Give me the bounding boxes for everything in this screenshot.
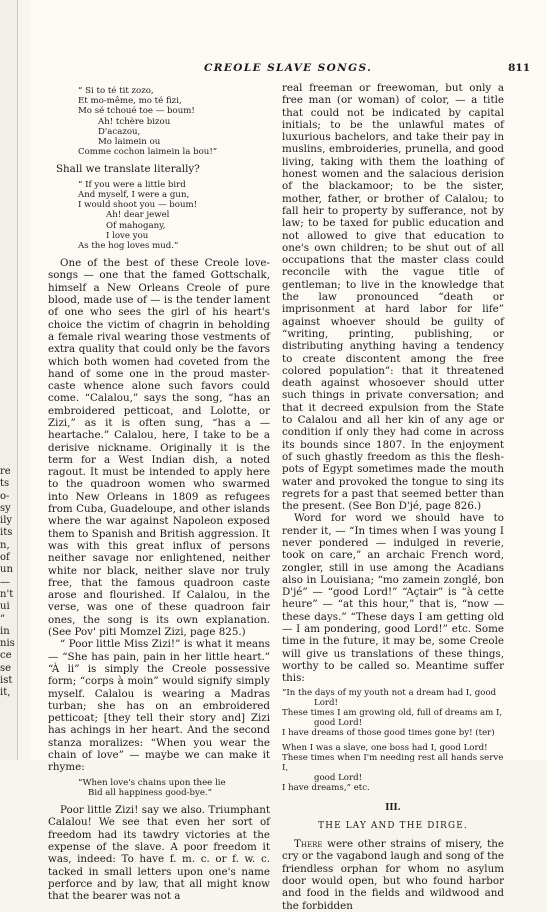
verse-line: Mo sé tchoué toe — boum! bbox=[78, 106, 195, 117]
song-line: good Lord! bbox=[314, 773, 363, 784]
song-line: I have dreams of those good times gone by! (ter) bbox=[282, 728, 495, 739]
translated-song bbox=[282, 688, 504, 794]
adjacent-page-fragments: re ts o- sy ily its n, of un — n't ui ” in nis ce se ist it, bbox=[0, 466, 15, 699]
verse-line: Comme cochon laimein la bou!” bbox=[78, 147, 218, 158]
verse-line: Bid all happiness good-bye.” bbox=[88, 787, 213, 798]
paragraph-text: were other strains of misery, the cry or the vagabond laugh and song of the friendless orphan for whom no asylum door would open, but who found harbor and food in the fields and wildwood and the forbidden bbox=[282, 838, 504, 912]
song-line: These times I am growing old, full of dreams am I, bbox=[282, 707, 503, 718]
verse-line: D'acazou, bbox=[98, 126, 141, 137]
song-line: good Lord! bbox=[314, 718, 363, 729]
song-line: These times when I'm needing rest all hands serve I, bbox=[282, 752, 504, 773]
verse-line: And myself, I were a gun, bbox=[78, 189, 190, 200]
section-number: III. bbox=[385, 802, 401, 813]
verse-line: “When love's chains upon thee lie bbox=[78, 777, 226, 788]
song-line: Lord! bbox=[314, 697, 338, 708]
body-paragraph: Word for word we should have to render it, — “In times when I was young I never pondered — indulged in reverie, took on care,” an archaic French word, zongler, still in use among the Acadians also in Louisiana; “mo zamein zonglé, bon D'jé” — “good Lord!” “Açtair” is “à cette heure” — “at this hour,” that is, “now — these days.” “These days I am getting old — I am pondering, good Lord!” etc. Some time in the future, it may be, some Creole will give us translations of these things, worthy to be called so. Meantime suffer this: bbox=[282, 512, 504, 685]
verse-line: Of mahogany, bbox=[106, 220, 166, 231]
creole-verse bbox=[78, 86, 270, 157]
song-line: “In the days of my youth not a dream had I, good bbox=[282, 687, 497, 698]
verse-line: “ Si to té tit zozo, bbox=[78, 86, 154, 96]
verse-line: Et mo-même, mo té fizi, bbox=[78, 96, 182, 107]
song-line: I have dreams,” etc. bbox=[282, 783, 370, 794]
verse-line: Ah! dear jewel bbox=[106, 210, 170, 221]
body-paragraph bbox=[282, 838, 504, 912]
right-column bbox=[282, 82, 504, 912]
left-column bbox=[48, 82, 270, 902]
body-paragraph: real freeman or freewoman, but only a free man (or woman) of color, — a title that could not be indicated by capital initials; to be the unlawful mates of luxurious bachelors, and take their pay in muslins, embroideries, prunella, and good living, taking with them the loathing of honest women and the salacious derision of the blackamoor; to be the sister, mother, father, or brother of Calalou; to fall heir to property by sufferance, not by law; to be taxed for public education and not allowed to give that education to one's own children; to be shut out of all occupations that the master class could reconcile with the vague title of gentleman; to live in the knowledge that the law pronounced “death or imprisonment at hard labor for life” against whoever should be guilty of “writing, printing, publishing, or distributing anything having a tendency to create discontent among the free colored population”: that it threatened death against whosoever should utter such things in private conversation; and that it decreed expulsion from the State to Calalou and all her kin of any age or condition if only they had come in across its bounds since 1807. In the enjoyment of such ghastly freedom as this the flesh-pots of Egypt sometimes made the mouth water and provoked the tongue to sing its regrets for a past that seemed better than the present. (See Bon D'jé, page 826.) bbox=[282, 82, 504, 513]
book-page bbox=[30, 0, 547, 912]
verse-line: I would shoot you — boum! bbox=[78, 200, 198, 211]
body-paragraph: One of the best of these Creole love-songs — one that the famed Gottschalk, himself a New Orleans Creole of pure blood, made use of — is the tender lament of one who sees the girl of his heart's choice the victim of chagrin in beholding a female rival wearing those vestments of extra quality that could only be the favors which both women had coveted from the hand of some one in the proud master-caste whence alone such favors could come. “Calalou,” says the song, “has an embroidered petticoat, and Lolotte, or Zizi,” as it is often sung, “has a — heartache.” Calalou, here, I take to be a derisive nickname. Originally it is the term for a West Indian dish, a noted ragout. It must be intended to apply here to the quadroon women who swarmed into New Orleans in 1809 as refugees from Cuba, Guadeloupe, and other islands where the war against Napoleon exposed them to Spanish and British aggression. It was with this great influx of persons neither savage nor enlightened, neither white nor black, neither slave nor truly free, that the famous quadroon caste arose and flourished. If Calalou, in the verse, was one of these quadroon fair ones, the song is its own explanation. (See Pov' piti Momzel Zizi, page 825.) bbox=[48, 257, 270, 639]
page-number: 811 bbox=[508, 62, 530, 74]
lead-word: There bbox=[294, 838, 323, 851]
verse-line: As the hog loves mud.” bbox=[78, 240, 179, 251]
question-line: Shall we translate literally? bbox=[56, 163, 200, 176]
song-line: When I was a slave, one boss had I, good Lord! bbox=[282, 742, 488, 753]
body-paragraph: Poor little Zizi! say we also. Triumphant Calalou! We see that even her sort of freedom had its tawdry victories at the expense of the slave. A poor freedom it was, indeed: To have f. m. c. or f. w. c. tacked in small letters upon one's name perforce and by law, that all might know that the bearer was not a bbox=[48, 804, 270, 903]
english-verse bbox=[78, 180, 270, 251]
verse-line: Ah! tchère bizou bbox=[98, 116, 171, 127]
rhyme-couplet bbox=[78, 778, 270, 798]
running-title: CREOLE SLAVE SONGS. bbox=[204, 62, 373, 74]
adjacent-page-edge bbox=[0, 0, 18, 760]
section-title: THE LAY AND THE DIRGE. bbox=[318, 820, 468, 831]
page-header bbox=[44, 62, 530, 82]
verse-line: I love you bbox=[106, 230, 149, 241]
section-heading bbox=[282, 802, 504, 833]
verse-line: “ If you were a little bird bbox=[78, 179, 186, 190]
verse-line: Mo laimein ou bbox=[98, 137, 161, 148]
body-paragraph: “ Poor little Miss Zizi!” is what it means — “She has pain, pain in her little heart.” “À li” is simply the Creole possessive form; “corps à moin” would signify simply myself. Calalou is wearing a Madras turban; she has on an embroidered petticoat; [they tell their story and] Zizi has achings in her heart. And the second stanza moralizes: “When you wear the chain of love” — maybe we can make it rhyme: bbox=[48, 638, 270, 774]
